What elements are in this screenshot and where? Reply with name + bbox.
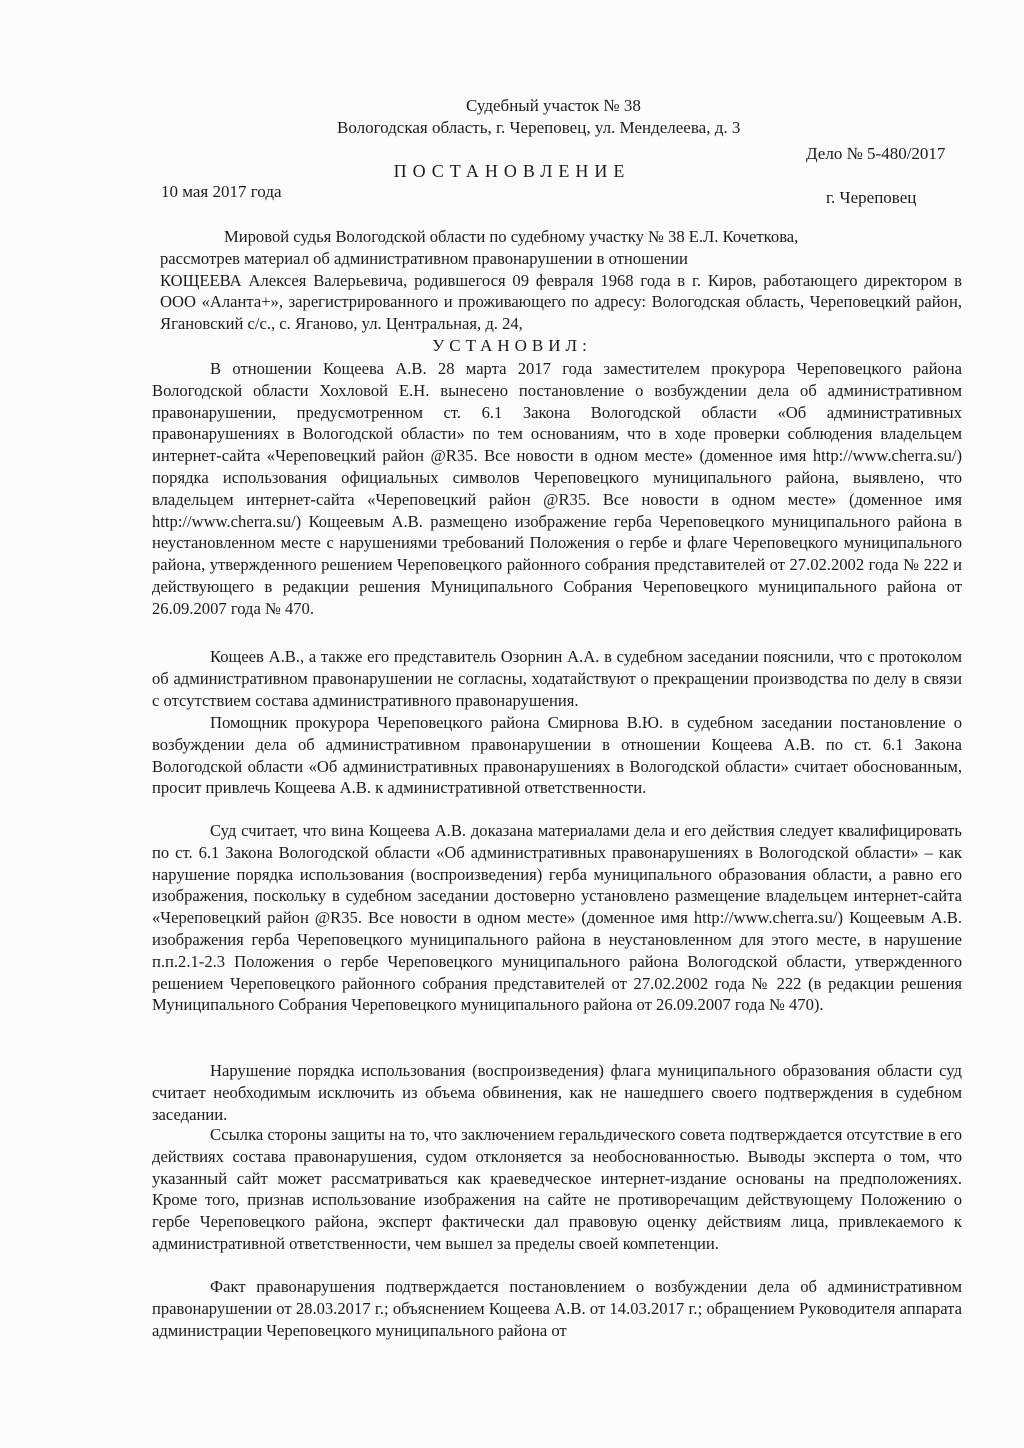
document-city: г. Череповец [826,188,917,207]
document-date: 10 мая 2017 года [161,182,282,201]
paragraph-text: Помощник прокурора Череповецкого района Смирнова В.Ю. в судебном заседании постановление о возбуждении дела об административном правонарушении в отношении Кощеева А.В. по ст. 6.1 Закона Вологодской области «Об административных правонарушениях в Вологодской области» считает обоснованным, просит привлечь Кощеева А.В. к административной ответственности. [152,713,962,798]
paragraph [152,358,962,620]
paragraph [152,646,962,711]
paragraph-text: Кощеев А.В., а также его представитель Озорнин А.А. в судебном заседании пояснили, что с протоколом об административном правонарушении не согласны, ходатайствуют о прекращении производства по делу в связи с отсутствием состава административного правонарушения. [152,647,962,710]
court-name: Судебный участок № 38 [466,96,641,115]
paragraph-text: Нарушение порядка использования (воспроизведения) флага муниципального образования области суд считает необходимым исключить из объема обвинения, как не нашедшего своего подтверждения в судебном заседании. [152,1061,962,1124]
intro-block [160,226,962,335]
paragraph-text: В отношении Кощеева А.В. 28 марта 2017 года заместителем прокурора Череповецкого района Вологодской области Хохловой Е.Н. вынесено постановление о возбуждении дела об административном правонарушении, предусмотренном ст. 6.1 Закона Вологодской области «Об административных правонарушениях в Вологодской области» по тем основаниям, что в ходе проверки соблюдения владельцем интернет-сайта «Череповецкий район @R35. Все новости в одном месте» (доменное имя http://www.cherra.su/) порядка использования официальных символов Череповецкого муниципального района, выявлено, что владельцем интернет-сайта «Череповецкий район @R35. Все новости в одном месте» (доменное имя http://www.cherra.su/) Кощеевым А.В. размещено изображение герба Череповецкого муниципального района в неустановленном месте с нарушениями требований Положения о гербе и флаге Череповецкого муниципального района, утвержденного решением Череповецкого районного собрания представителей от 27.02.2002 года № 222 и действующего в редакции решения Муниципального Собрания Череповецкого муниципального района от 26.09.2007 года № 470. [152,359,962,618]
document-title: ПОСТАНОВЛЕНИЕ [393,161,631,181]
intro-line: КОЩЕЕВА Алексея Валерьевича, родившегося 09 февраля 1968 года в г. Киров, работающего директором в ООО «Аланта+», зарегистрированного и проживающего по адресу: Вологодская область, Череповецкий район, Ягановский с/с., с. Яганово, ул. Центральная, д. 24, [160,270,962,334]
court-address: Вологодская область, г. Череповец, ул. Менделеева, д. 3 [337,118,741,137]
intro-line: рассмотрев материал об административном правонарушении в отношении [160,248,688,268]
case-number: Дело № 5-480/2017 [806,144,946,163]
paragraph [152,1124,962,1255]
paragraph [152,712,962,799]
paragraph-text: Факт правонарушения подтверждается постановлением о возбуждении дела об административном правонарушении от 28.03.2017 г.; объяснением Кощеева А.В. от 14.03.2017 г.; обращением Руководителя аппарата администрации Череповецкого муниципального района от [152,1277,962,1340]
paragraph-text: Суд считает, что вина Кощеева А.В. доказана материалами дела и его действия следует квалифицировать по ст. 6.1 Закона Вологодской области «Об административных правонарушениях в Вологодской области» – как нарушение порядка использования (воспроизведения) герба муниципального образования области, а равно его изображения, поскольку в судебном заседании достоверно установлено размещение владельцем интернет-сайта «Череповецкий район @R35. Все новости в одном месте» (доменное имя http://www.cherra.su/) Кощеевым А.В. изображения герба Череповецкого муниципального района в неустановленном для этого месте, в нарушение п.п.2.1-2.3 Положения о гербе Череповецкого муниципального района Вологодской области, утвержденного решением Череповецкого районного собрания представителей от 27.02.2002 года № 222 (в редакции решения Муниципального Собрания Череповецкого муниципального района от 26.09.2007 года № 470). [152,821,962,1015]
section-title: УСТАНОВИЛ: [432,336,592,355]
paragraph [152,820,962,1016]
intro-line: Мировой судья Вологодской области по судебному участку № 38 Е.Л. Кочеткова, [224,227,799,246]
paragraph [152,1060,962,1125]
paragraph [152,1276,962,1341]
paragraph-text: Ссылка стороны защиты на то, что заключением геральдического совета подтверждается отсутствие в его действиях состава правонарушения, судом отклоняется за необоснованностью. Выводы эксперта о том, что указанный сайт может рассматриваться как краеведческое интернет-издание основаны на предположениях. Кроме того, признав использование изображения на сайте не противоречащим действующему Положению о гербе Череповецкого района, эксперт фактически дал правовую оценку действиям лица, привлекаемого к административной ответственности, чем вышел за пределы своей компетенции. [152,1125,962,1253]
